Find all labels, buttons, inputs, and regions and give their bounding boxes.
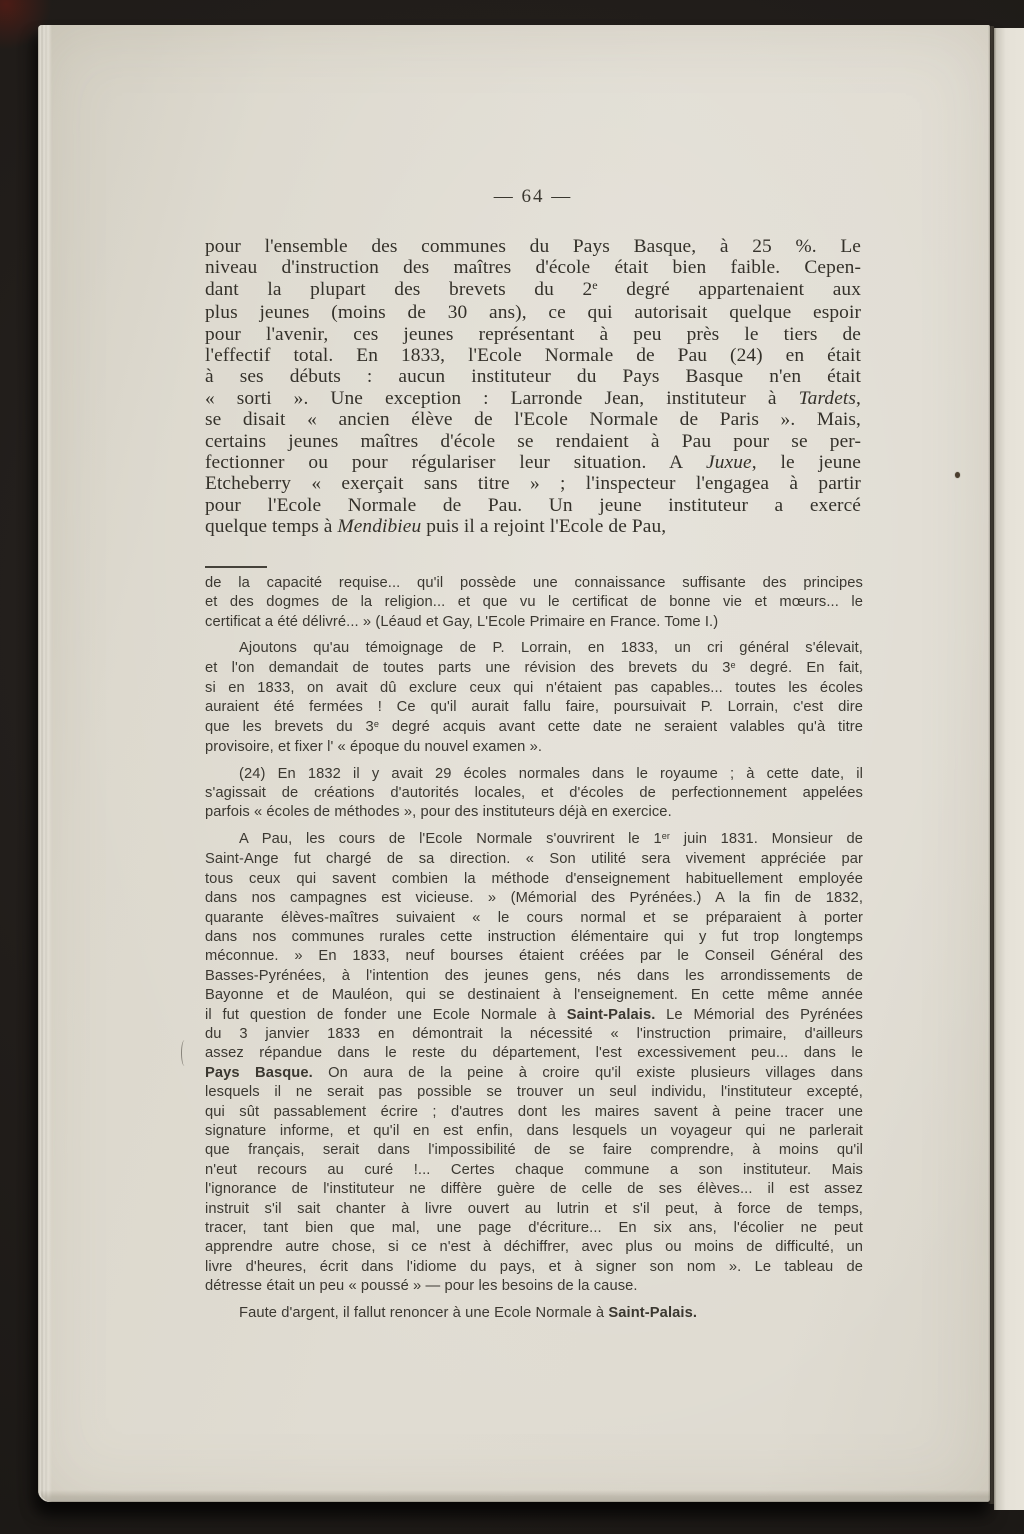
footnote-block	[205, 765, 863, 823]
text-line	[205, 236, 861, 257]
text-line	[205, 1141, 863, 1160]
text-segment: si en 1833, on avait dû exclure ceux qui n'étaient pas capables... toutes les écoles	[205, 680, 863, 697]
text-segment: plus jeunes (moins de 30 ans), ce qui autorisait quelque espoir	[205, 302, 861, 324]
text-segment: Faute d'argent, il fallut renoncer à une Ecole Normale à	[239, 1304, 609, 1321]
text-line	[205, 830, 863, 850]
text-line	[205, 302, 861, 323]
text-line	[205, 1180, 863, 1199]
text-line	[205, 324, 861, 345]
text-line	[205, 870, 863, 889]
text-segment: n'eut recours au curé !... Certes chaque commune a son instituteur. Mais	[205, 1161, 863, 1178]
text-line	[205, 679, 863, 698]
text-line	[205, 765, 863, 784]
text-segment: juin 1831. Monsieur de	[670, 830, 863, 847]
text-segment: quelque temps à	[205, 516, 338, 538]
text-segment: s'agissait de créations d'autorités locales, et d'écoles de perfectionnement appelées	[205, 785, 863, 802]
text-segment: , le jeune	[751, 452, 861, 474]
text-segment: Saint-Palais.	[608, 1304, 698, 1321]
text-line	[205, 388, 861, 409]
text-line	[205, 986, 863, 1005]
text-line	[205, 1122, 863, 1141]
text-line	[205, 947, 863, 966]
text-line	[205, 1161, 863, 1180]
text-segment: (24) En 1832 il y avait 29 écoles normales dans le royaume ; à cette date, il	[239, 765, 863, 782]
text-line	[205, 698, 863, 717]
page-number: — 64 —	[493, 186, 573, 207]
text-line	[205, 784, 863, 803]
text-segment: et l'on demandait de toutes parts une révision des brevets du 3	[205, 659, 731, 676]
text-segment: apprendre autre chose, si ce n'est à déchiffrer, avec plus ou moins de difficulté, un	[205, 1239, 863, 1256]
text-line	[205, 366, 861, 387]
text-line	[205, 1044, 863, 1063]
text-line	[205, 473, 861, 494]
text-segment: auraient été fermées ! Ce qu'il aurait fallu faire, poursuivait P. Lorrain, c'est dire	[205, 699, 863, 716]
text-segment: ,	[856, 387, 861, 409]
text-segment: Mendibieu	[337, 516, 422, 538]
text-segment: A Pau, les cours de l'Ecole Normale s'ouvrirent le 1	[239, 830, 662, 847]
text-segment: l'ignorance de l'instituteur ne diffère guère de celle de ses élèves... il est assez	[205, 1181, 863, 1198]
text-segment: degré appartenaient aux	[597, 278, 861, 300]
text-segment: pour l'avenir, ces jeunes représentant à peu près le tiers de	[205, 323, 861, 345]
next-page-sliver	[994, 28, 1024, 1510]
text-line	[205, 345, 861, 366]
text-line	[205, 452, 861, 473]
text-segment: provisoire, et fixer l' « époque du nouvel examen ».	[205, 739, 543, 756]
footnote-block	[205, 639, 863, 757]
text-line	[205, 431, 861, 452]
text-segment: « sorti ». Une exception : Larronde Jean, instituteur à	[205, 387, 799, 409]
text-line	[205, 1025, 863, 1044]
text-line	[205, 409, 861, 430]
text-line	[205, 803, 863, 822]
body-text	[205, 236, 861, 538]
text-segment: que les brevets du 3	[205, 718, 374, 735]
footnotes	[205, 574, 863, 1323]
text-segment: e	[592, 278, 598, 293]
text-segment: degré. En fait,	[735, 659, 863, 676]
text-segment: Tardets	[798, 387, 857, 409]
text-segment: quarante élèves-maîtres suivaient « le cours normal et se préparaient à porter	[205, 909, 863, 926]
text-segment: niveau d'instruction des maîtres d'école était bien faible. Cepen-	[205, 257, 861, 279]
text-segment: à ses débuts : aucun instituteur du Pays Basque n'en était	[205, 366, 861, 388]
text-segment: livre d'heures, écrit dans l'idiome du pays, et à signer son nom ». Le tableau de	[205, 1258, 863, 1275]
text-line	[205, 718, 863, 738]
text-segment: Saint-Palais.	[566, 1006, 656, 1023]
text-line	[205, 1083, 863, 1102]
text-line	[205, 967, 863, 986]
footnote-block	[205, 830, 863, 1297]
text-segment: lesquels il ne serait pas possible se trouver un seul individu, l'instituteur excepté,	[205, 1084, 863, 1101]
text-segment: dant la plupart des brevets du 2	[205, 278, 593, 300]
text-segment: se disait « ancien élève de l'Ecole Normale de Paris ». Mais,	[205, 409, 861, 431]
text-line	[205, 1200, 863, 1219]
book-page	[38, 25, 990, 1502]
text-segment: et des dogmes de la religion... et que vu le certificat de bonne vie et mœurs... le	[205, 594, 863, 611]
text-line	[205, 1258, 863, 1277]
text-segment: instruit s'il sait chanter à livre ouvert au lutrin et s'il peut, à force de temps,	[205, 1200, 863, 1217]
text-segment: Pays Basque.	[205, 1064, 313, 1081]
text-segment: Bayonne et de Mauléon, qui se destinaient à l'enseignement. En cette même année	[205, 987, 863, 1004]
text-line	[205, 1219, 863, 1238]
text-segment: Etcheberry « exerçait sans titre » ; l'inspecteur l'engagea à partir	[205, 473, 861, 495]
text-line	[205, 1277, 863, 1296]
text-line	[205, 1238, 863, 1257]
text-line	[205, 639, 863, 658]
text-segment: On aura de la peine à croire qu'il existe plusieurs villages dans	[312, 1064, 863, 1081]
text-segment: Basses-Pyrénées, à l'intention des jeunes gens, nés dans les arrondissements de	[205, 967, 863, 984]
text-segment: tracer, tant bien que mal, une page d'écriture... En six ans, l'écolier ne peut	[205, 1220, 863, 1236]
text-segment: pour l'Ecole Normale de Pau. Un jeune instituteur a exercé	[205, 494, 861, 516]
text-segment: il fut question de fonder une Ecole Normale à	[205, 1006, 567, 1023]
text-segment: du 3 janvier 1833 en démontrait la nécessité « l'instruction primaire, d'ailleurs	[205, 1025, 863, 1042]
text-segment: Juxue	[706, 452, 752, 474]
text-segment: Saint-Ange fut chargé de sa direction. « Son utilité sera vivement appréciée par	[205, 851, 863, 868]
footnote-block	[205, 1304, 863, 1323]
text-segment: Ajoutons qu'au témoignage de P. Lorrain, en 1833, un cri général s'élevait,	[239, 640, 863, 657]
footnote-separator	[205, 566, 267, 568]
text-line	[205, 593, 863, 612]
text-line	[205, 659, 863, 679]
text-line	[205, 850, 863, 869]
text-segment: l'effectif total. En 1833, l'Ecole Normale de Pau (24) en était	[205, 345, 861, 367]
text-line	[205, 574, 863, 593]
text-segment: détresse était un peu « poussé » — pour les besoins de la cause.	[205, 1278, 638, 1295]
text-segment: er	[661, 830, 671, 841]
text-line	[205, 279, 861, 302]
text-line	[205, 1103, 863, 1122]
text-line	[205, 928, 863, 947]
text-line	[205, 1064, 863, 1083]
text-segment: que français, serait dans l'impossibilité de se faire comprendre, à moins qu'il	[205, 1142, 863, 1159]
text-segment: puis il a rejoint l'Ecole de Pau,	[421, 516, 667, 538]
text-segment: degré acquis avant cette date ne seraient valables qu'à titre	[379, 718, 864, 735]
text-segment: méconnue. » En 1833, neuf bourses étaient créées par le Conseil Général des	[205, 948, 863, 965]
text-segment: de la capacité requise... qu'il possède une connaissance suffisante des principes	[205, 575, 863, 591]
text-line	[205, 889, 863, 908]
text-segment: qui sût passablement écrire ; d'autres dont les maires savent à peine tracer une	[205, 1103, 863, 1120]
text-segment: dans nos communes rurales cette instruction élémentaire qui y fut trop longtemps	[205, 928, 863, 945]
text-segment: fectionner ou pour régulariser leur situation. A	[205, 452, 706, 474]
text-segment: pour l'ensemble des communes du Pays Basque, à 25 %. Le	[205, 236, 861, 257]
text-segment: parfois « écoles de méthodes », pour des instituteurs déjà en exercice.	[205, 804, 672, 821]
text-line	[205, 613, 863, 632]
text-segment: Le Mémorial des Pyrénées	[655, 1006, 863, 1023]
text-line	[205, 516, 861, 537]
text-segment: signature informe, et qu'il en est enfin, dans lesquels un voyageur qui ne parlerait	[205, 1122, 863, 1139]
text-line	[205, 909, 863, 928]
text-segment: e	[373, 718, 379, 729]
text-line	[205, 257, 861, 278]
text-line	[205, 495, 861, 516]
text-line	[205, 1006, 863, 1025]
text-segment: certificat a été délivré... » (Léaud et Gay, L'Ecole Primaire en France. Tome I.)	[205, 613, 719, 630]
text-line	[205, 738, 863, 757]
text-segment: assez répandue dans le reste du département, l'est excessivement peu... dans le	[205, 1045, 863, 1062]
scan-artifact	[181, 1040, 188, 1066]
paper-speck	[955, 472, 960, 478]
text-segment: tous ceux qui savent combien la méthode d'enseignement habituellement employée	[205, 870, 863, 887]
text-line	[205, 1304, 863, 1323]
text-segment: certains jeunes maîtres d'école se rendaient à Pau pour se per-	[205, 430, 861, 452]
footnote-block	[205, 574, 863, 632]
text-segment: dans nos campagnes est vicieuse. » (Mémorial des Pyrénées.) A la fin de 1832,	[205, 890, 863, 907]
text-segment: e	[730, 659, 736, 670]
